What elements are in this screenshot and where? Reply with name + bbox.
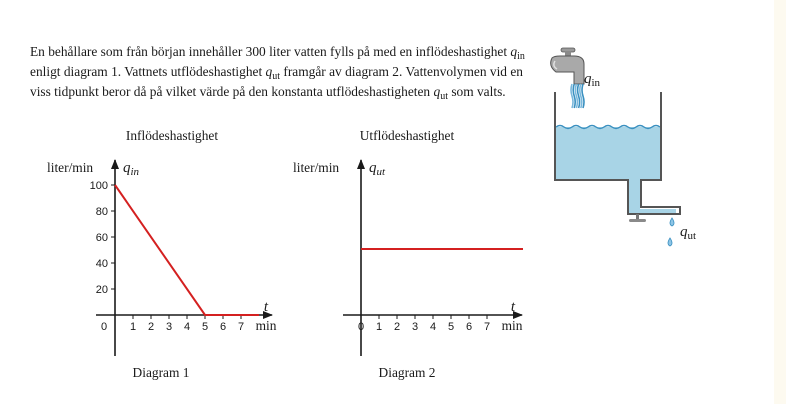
q-ut-subscript-2: ut bbox=[440, 91, 448, 103]
problem-text-part4: som valts. bbox=[447, 84, 506, 100]
q-ut-symbol-2: q bbox=[433, 84, 441, 100]
chart-1-y-ticks bbox=[90, 180, 115, 296]
chart-1-y-tick-label: 100 bbox=[89, 180, 108, 192]
chart-1 bbox=[47, 128, 277, 380]
chart-2-x-tick-label: 3 bbox=[411, 321, 419, 333]
q-ut-symbol: q bbox=[265, 64, 273, 80]
chart-1-origin-label: 0 bbox=[100, 321, 108, 333]
water-drop-icon bbox=[668, 218, 674, 246]
tank-illustration bbox=[551, 48, 696, 246]
q-in-subscript: in bbox=[517, 51, 525, 62]
chart-2-title: Utflödeshastighet bbox=[359, 128, 455, 143]
chart-1-y-tick-label: 80 bbox=[95, 206, 108, 218]
tank-water bbox=[556, 127, 676, 213]
chart-2-x-tick-label: 7 bbox=[483, 321, 491, 333]
chart-2-x-tick-label: 6 bbox=[465, 321, 473, 333]
water-stream bbox=[571, 84, 584, 108]
chart-2 bbox=[293, 128, 523, 380]
chart-1-title: Inflödeshastighet bbox=[125, 128, 219, 143]
chart-1-x-symbol: t bbox=[263, 299, 269, 315]
chart-1-ylabel: liter/min bbox=[47, 160, 94, 175]
chart-1-x-tick-label: 5 bbox=[201, 321, 209, 333]
chart-2-ylabel: liter/min bbox=[293, 160, 340, 175]
chart-1-x-tick-label: 4 bbox=[183, 321, 191, 333]
chart-1-x-tick-label: 6 bbox=[219, 321, 227, 333]
chart-2-x-tick-label: 5 bbox=[447, 321, 455, 333]
valve-icon bbox=[629, 214, 646, 222]
chart-2-x-symbol: t bbox=[510, 299, 516, 315]
q-in-symbol: q bbox=[510, 44, 518, 59]
chart-1-x-tick-label: 1 bbox=[129, 321, 137, 333]
chart-2-caption: Diagram 2 bbox=[378, 365, 436, 380]
tank-q-in-label: qin bbox=[584, 71, 601, 89]
chart-1-y-symbol: qin bbox=[123, 160, 140, 178]
faucet-icon bbox=[551, 48, 584, 84]
chart-2-x-tick-label: 4 bbox=[429, 321, 437, 333]
chart-2-x-tick-label: 2 bbox=[393, 321, 401, 333]
chart-1-x-ticks bbox=[130, 315, 244, 333]
chart-1-y-tick-label: 60 bbox=[95, 232, 108, 244]
problem-text-part3: framgår av diagram 2. Vattenvolymen vid en viss tidpunkt beror då på vilket värde på den konstanta utflödeshastigheten bbox=[30, 64, 523, 100]
chart-1-x-tick-label: 7 bbox=[237, 321, 245, 333]
chart-1-y-tick-label: 20 bbox=[95, 284, 108, 296]
chart-2-x-tick-label: 1 bbox=[375, 321, 383, 333]
tank-q-ut-label: qut bbox=[680, 224, 697, 242]
chart-2-y-symbol: qut bbox=[369, 160, 386, 178]
problem-text-part1: En behållare som från början innehåller 300 liter vatten fylls på med en inflödeshastighet bbox=[30, 44, 511, 59]
chart-1-series-line bbox=[115, 185, 259, 315]
chart-1-caption: Diagram 1 bbox=[132, 365, 190, 380]
chart-2-x-tick-label: 0 bbox=[357, 321, 365, 333]
chart-2-x-ticks bbox=[358, 315, 490, 333]
chart-1-xlabel: min bbox=[255, 318, 277, 333]
chart-1-x-tick-label: 3 bbox=[165, 321, 173, 333]
q-ut-subscript: ut bbox=[272, 71, 281, 83]
chart-2-xlabel: min bbox=[501, 318, 523, 333]
chart-1-y-tick-label: 40 bbox=[95, 258, 108, 270]
chart-1-x-tick-label: 2 bbox=[147, 321, 155, 333]
problem-text-part2: enligt diagram 1. Vattnets utflödeshastighet bbox=[30, 64, 266, 80]
